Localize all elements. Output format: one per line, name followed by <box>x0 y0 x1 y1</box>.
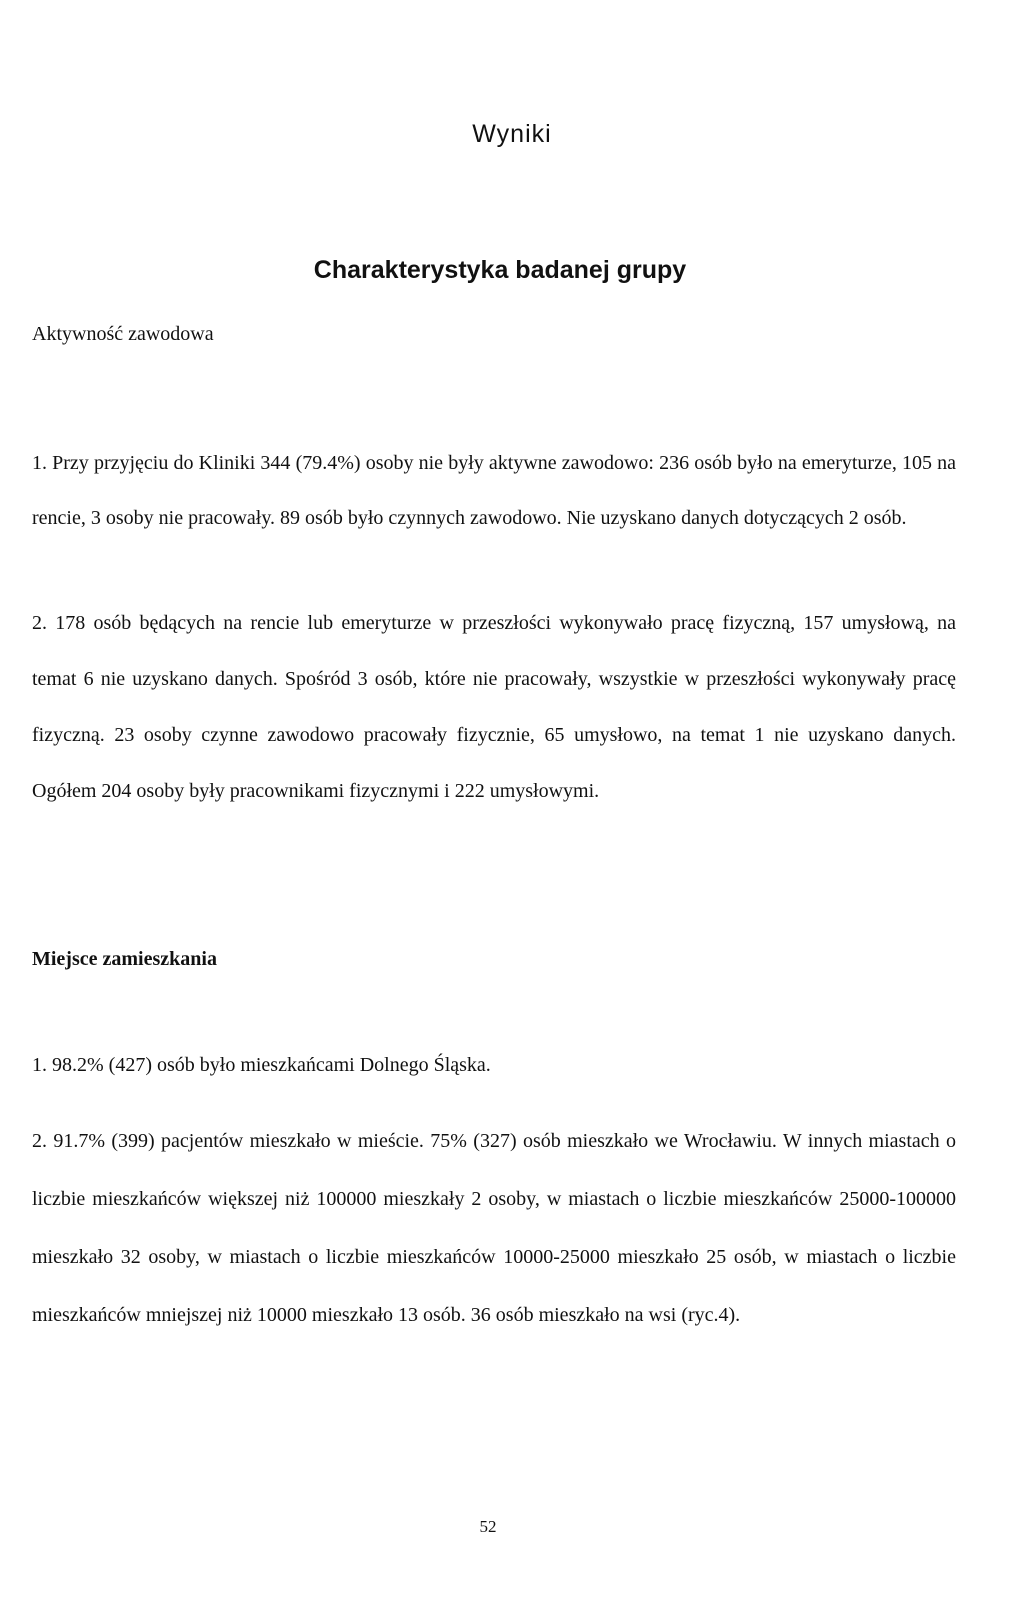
paragraph-residence-2: 2. 91.7% (399) pacjentów mieszkało w mieście. 75% (327) osób mieszkało we Wrocławiu. W innych miastach o liczbie mieszkańców większej niż 100000 mieszkały 2 osoby, w miastach o liczbie mieszkańców 25000-100000 mieszkało 32 osoby, w miastach o liczbie mieszkańców 10000-25000 mieszkało 25 osób, w miastach o liczbie mieszkańców mniejszej niż 10000 mieszkało 13 osób. 36 osób mieszkało na wsi (ryc.4). <box>32 1130 956 1326</box>
paragraph-employment-2: 2. 178 osób będących na rencie lub emeryturze w przeszłości wykonywało pracę fizyczną, 157 umysłową, na temat 6 nie uzyskano danych. Spośród 3 osób, które nie pracowały, wszystkie w przeszłości wykonywały pracę fizyczną. 23 osoby czynne zawodowo pracowały fizycznie, 65 umysłowo, na temat 1 nie uzyskano danych. Ogółem 204 osoby były pracownikami fizycznymi i 222 umysłowymi. <box>32 612 956 802</box>
section-title: Charakterystyka badanej grupy <box>313 256 687 284</box>
subheading-residence: Miejsce zamieszkania <box>32 948 217 970</box>
paragraph-employment-1: 1. Przy przyjęciu do Kliniki 344 (79.4%) osoby nie były aktywne zawodowo: 236 osób było na emeryturze, 105 na rencie, 3 osoby nie pracowały. 89 osób było czynnych zawodowo. Nie uzyskano danych dotyczących 2 osób. <box>32 452 956 529</box>
subheading-employment: Aktywność zawodowa <box>32 323 214 345</box>
page-number: 52 <box>479 1517 497 1536</box>
paragraph-residence-1: 1. 98.2% (427) osób było mieszkańcami Dolnego Śląska. <box>32 1054 491 1076</box>
page-title: Wyniki <box>472 120 552 148</box>
